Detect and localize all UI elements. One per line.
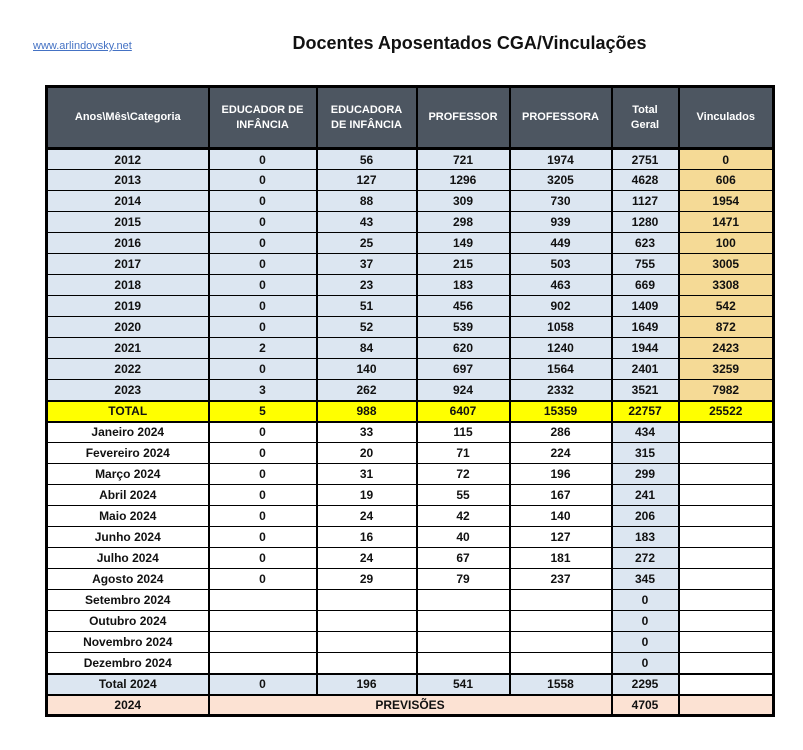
table-row-2018 bbox=[47, 275, 774, 296]
cell-professor: 55 bbox=[417, 485, 510, 506]
page-title: Docentes Aposentados CGA/Vinculações bbox=[292, 33, 647, 53]
cell-educadora: 29 bbox=[317, 569, 417, 590]
cell-professor bbox=[417, 590, 510, 611]
row-label: Janeiro 2024 bbox=[47, 422, 209, 443]
cell-educador: 0 bbox=[209, 296, 317, 317]
data-table bbox=[45, 85, 775, 717]
cell-educadora: 88 bbox=[317, 191, 417, 212]
table-row-dezembro-2024 bbox=[47, 653, 774, 674]
cell-educador: 3 bbox=[209, 380, 317, 401]
column-header-anos-m-s-categoria: Anos\Mês\Categoria bbox=[47, 87, 209, 149]
cell-educador: 0 bbox=[209, 464, 317, 485]
cell-educador: 0 bbox=[209, 275, 317, 296]
cell-educadora: 24 bbox=[317, 506, 417, 527]
cell-educadora: 37 bbox=[317, 254, 417, 275]
cell-educador bbox=[209, 611, 317, 632]
cell-educador: 0 bbox=[209, 170, 317, 191]
cell-professor: 115 bbox=[417, 422, 510, 443]
cell-professor: 541 bbox=[417, 674, 510, 695]
cell-professor: 79 bbox=[417, 569, 510, 590]
cell-professor: 697 bbox=[417, 359, 510, 380]
cell-professora: 939 bbox=[510, 212, 612, 233]
table-row-maio-2024 bbox=[47, 506, 774, 527]
row-label: Junho 2024 bbox=[47, 527, 209, 548]
cell-educadora: 988 bbox=[317, 401, 417, 422]
cell-educadora: 25 bbox=[317, 233, 417, 254]
cell-professor: 1296 bbox=[417, 170, 510, 191]
cell-professora: 286 bbox=[510, 422, 612, 443]
cell-educador: 0 bbox=[209, 212, 317, 233]
cell-vinculados: 100 bbox=[679, 233, 774, 254]
cell-professora: 140 bbox=[510, 506, 612, 527]
cell-educadora: 84 bbox=[317, 338, 417, 359]
cell-professora: 902 bbox=[510, 296, 612, 317]
cell-total-geral: 1280 bbox=[612, 212, 679, 233]
cell-vinculados bbox=[679, 527, 774, 548]
row-label: 2021 bbox=[47, 338, 209, 359]
cell-educadora bbox=[317, 653, 417, 674]
cell-educador bbox=[209, 590, 317, 611]
cell-total-geral: 272 bbox=[612, 548, 679, 569]
cell-professor: 620 bbox=[417, 338, 510, 359]
cell-total-geral: 623 bbox=[612, 233, 679, 254]
row-label: Fevereiro 2024 bbox=[47, 443, 209, 464]
cell-educadora: 262 bbox=[317, 380, 417, 401]
row-label: Setembro 2024 bbox=[47, 590, 209, 611]
cell-professora bbox=[510, 611, 612, 632]
table-row-2021 bbox=[47, 338, 774, 359]
cell-total-geral: 1409 bbox=[612, 296, 679, 317]
cell-professora: 1558 bbox=[510, 674, 612, 695]
cell-total-geral: 434 bbox=[612, 422, 679, 443]
table-row-2020 bbox=[47, 317, 774, 338]
cell-professor: 67 bbox=[417, 548, 510, 569]
cell-vinculados: 3005 bbox=[679, 254, 774, 275]
cell-educador: 0 bbox=[209, 527, 317, 548]
row-label: 2018 bbox=[47, 275, 209, 296]
row-label: 2024 bbox=[47, 695, 209, 716]
cell-vinculados: 0 bbox=[679, 149, 774, 170]
cell-vinculados bbox=[679, 485, 774, 506]
cell-total-geral: 1127 bbox=[612, 191, 679, 212]
cell-professora bbox=[510, 590, 612, 611]
row-label: Novembro 2024 bbox=[47, 632, 209, 653]
row-label: 2013 bbox=[47, 170, 209, 191]
row-label: 2015 bbox=[47, 212, 209, 233]
cell-educadora: 23 bbox=[317, 275, 417, 296]
cell-professora: 224 bbox=[510, 443, 612, 464]
cell-total-geral: 315 bbox=[612, 443, 679, 464]
cell-total-geral: 1944 bbox=[612, 338, 679, 359]
cell-educadora bbox=[317, 632, 417, 653]
cell-professora: 449 bbox=[510, 233, 612, 254]
cell-educador: 0 bbox=[209, 443, 317, 464]
column-header-professor: PROFESSOR bbox=[417, 87, 510, 149]
cell-total-geral: 2751 bbox=[612, 149, 679, 170]
cell-educador: 5 bbox=[209, 401, 317, 422]
cell-educadora: 24 bbox=[317, 548, 417, 569]
cell-educador: 0 bbox=[209, 254, 317, 275]
cell-professora: 196 bbox=[510, 464, 612, 485]
cell-professora: 503 bbox=[510, 254, 612, 275]
cell-professora: 181 bbox=[510, 548, 612, 569]
cell-vinculados bbox=[679, 695, 774, 716]
cell-educador: 0 bbox=[209, 674, 317, 695]
cell-vinculados: 3259 bbox=[679, 359, 774, 380]
row-label: Dezembro 2024 bbox=[47, 653, 209, 674]
table-row-2015 bbox=[47, 212, 774, 233]
cell-total-geral: 206 bbox=[612, 506, 679, 527]
cell-professor: 721 bbox=[417, 149, 510, 170]
table-header-row bbox=[47, 87, 774, 149]
cell-educadora: 51 bbox=[317, 296, 417, 317]
table-row-junho-2024 bbox=[47, 527, 774, 548]
cell-professor: 456 bbox=[417, 296, 510, 317]
cell-professora: 167 bbox=[510, 485, 612, 506]
cell-vinculados bbox=[679, 443, 774, 464]
cell-vinculados bbox=[679, 674, 774, 695]
cell-professora: 15359 bbox=[510, 401, 612, 422]
cell-educador: 0 bbox=[209, 191, 317, 212]
table-row-2022 bbox=[47, 359, 774, 380]
cell-professor bbox=[417, 632, 510, 653]
row-label: 2017 bbox=[47, 254, 209, 275]
cell-educador: 0 bbox=[209, 149, 317, 170]
cell-professor: 298 bbox=[417, 212, 510, 233]
row-label: TOTAL bbox=[47, 401, 209, 422]
cell-total-geral: 0 bbox=[612, 632, 679, 653]
cell-professor bbox=[417, 653, 510, 674]
table-row-fevereiro-2024 bbox=[47, 443, 774, 464]
cell-vinculados bbox=[679, 506, 774, 527]
cell-educador: 0 bbox=[209, 317, 317, 338]
cell-educador: 0 bbox=[209, 485, 317, 506]
table-row-2019 bbox=[47, 296, 774, 317]
cell-vinculados: 542 bbox=[679, 296, 774, 317]
row-label: 2014 bbox=[47, 191, 209, 212]
table-row-2016 bbox=[47, 233, 774, 254]
cell-educadora bbox=[317, 611, 417, 632]
cell-professora: 127 bbox=[510, 527, 612, 548]
cell-educador: 2 bbox=[209, 338, 317, 359]
cell-professor: 72 bbox=[417, 464, 510, 485]
table-row-2013 bbox=[47, 170, 774, 191]
row-label: Março 2024 bbox=[47, 464, 209, 485]
cell-educador bbox=[209, 653, 317, 674]
table-row-total-2024 bbox=[47, 674, 774, 695]
table-row-agosto-2024 bbox=[47, 569, 774, 590]
cell-vinculados: 3308 bbox=[679, 275, 774, 296]
cell-professor: 539 bbox=[417, 317, 510, 338]
cell-professor: 215 bbox=[417, 254, 510, 275]
table-row-2012 bbox=[47, 149, 774, 170]
cell-professor: 40 bbox=[417, 527, 510, 548]
cell-educadora: 56 bbox=[317, 149, 417, 170]
cell-educadora: 140 bbox=[317, 359, 417, 380]
cell-educador: 0 bbox=[209, 506, 317, 527]
website-link[interactable]: www.arlindovsky.net bbox=[33, 40, 132, 52]
cell-professora: 1564 bbox=[510, 359, 612, 380]
row-label: 2019 bbox=[47, 296, 209, 317]
cell-total-geral: 2295 bbox=[612, 674, 679, 695]
cell-professor: 42 bbox=[417, 506, 510, 527]
cell-total-geral: 2401 bbox=[612, 359, 679, 380]
cell-professora: 1058 bbox=[510, 317, 612, 338]
cell-vinculados: 7982 bbox=[679, 380, 774, 401]
row-label: 2016 bbox=[47, 233, 209, 254]
column-header-educador-de-inf-ncia: EDUCADOR DE INFÂNCIA bbox=[209, 87, 317, 149]
cell-professor bbox=[417, 611, 510, 632]
cell-total-geral: 299 bbox=[612, 464, 679, 485]
cell-vinculados bbox=[679, 548, 774, 569]
table-row-mar-o-2024 bbox=[47, 464, 774, 485]
table-row-2024 bbox=[47, 695, 774, 716]
cell-vinculados bbox=[679, 653, 774, 674]
cell-professora: 1974 bbox=[510, 149, 612, 170]
row-label: Maio 2024 bbox=[47, 506, 209, 527]
cell-professora: 237 bbox=[510, 569, 612, 590]
cell-educadora: 127 bbox=[317, 170, 417, 191]
cell-vinculados: 1954 bbox=[679, 191, 774, 212]
cell-educador: 0 bbox=[209, 359, 317, 380]
cell-educador: 0 bbox=[209, 233, 317, 254]
table-row-total bbox=[47, 401, 774, 422]
row-label: Agosto 2024 bbox=[47, 569, 209, 590]
cell-total-geral: 4628 bbox=[612, 170, 679, 191]
column-header-total-geral: Total Geral bbox=[612, 87, 679, 149]
cell-professora: 463 bbox=[510, 275, 612, 296]
column-header-vinculados: Vinculados bbox=[679, 87, 774, 149]
row-label: Total 2024 bbox=[47, 674, 209, 695]
row-label: 2023 bbox=[47, 380, 209, 401]
cell-total-geral: 1649 bbox=[612, 317, 679, 338]
cell-professora: 3205 bbox=[510, 170, 612, 191]
cell-total-geral: 183 bbox=[612, 527, 679, 548]
cell-professora: 1240 bbox=[510, 338, 612, 359]
cell-vinculados bbox=[679, 632, 774, 653]
cell-professora: 2332 bbox=[510, 380, 612, 401]
cell-educadora: 33 bbox=[317, 422, 417, 443]
cell-educadora: 31 bbox=[317, 464, 417, 485]
cell-professor: 71 bbox=[417, 443, 510, 464]
cell-educadora: 16 bbox=[317, 527, 417, 548]
cell-educador: 0 bbox=[209, 422, 317, 443]
cell-vinculados bbox=[679, 590, 774, 611]
table-row-abril-2024 bbox=[47, 485, 774, 506]
cell-total-geral: 22757 bbox=[612, 401, 679, 422]
cell-total-geral: 755 bbox=[612, 254, 679, 275]
cell-educadora: 20 bbox=[317, 443, 417, 464]
cell-professora bbox=[510, 632, 612, 653]
table-body bbox=[47, 149, 774, 716]
table-row-julho-2024 bbox=[47, 548, 774, 569]
table-row-novembro-2024 bbox=[47, 632, 774, 653]
cell-vinculados: 872 bbox=[679, 317, 774, 338]
table-row-janeiro-2024 bbox=[47, 422, 774, 443]
cell-vinculados bbox=[679, 569, 774, 590]
column-header-educadora-de-inf-ncia: EDUCADORA DE INFÂNCIA bbox=[317, 87, 417, 149]
cell-vinculados: 25522 bbox=[679, 401, 774, 422]
cell-total-geral: 241 bbox=[612, 485, 679, 506]
cell-educador: 0 bbox=[209, 548, 317, 569]
cell-professor: 6407 bbox=[417, 401, 510, 422]
cell-vinculados: 2423 bbox=[679, 338, 774, 359]
cell-educador: 0 bbox=[209, 569, 317, 590]
cell-educadora: 43 bbox=[317, 212, 417, 233]
cell-professor: 149 bbox=[417, 233, 510, 254]
cell-total-geral: 4705 bbox=[612, 695, 679, 716]
cell-professora: 730 bbox=[510, 191, 612, 212]
row-label: 2020 bbox=[47, 317, 209, 338]
cell-total-geral: 0 bbox=[612, 653, 679, 674]
cell-educadora bbox=[317, 590, 417, 611]
row-label: Outubro 2024 bbox=[47, 611, 209, 632]
column-header-professora: PROFESSORA bbox=[510, 87, 612, 149]
table-row-2014 bbox=[47, 191, 774, 212]
cell-professor: 924 bbox=[417, 380, 510, 401]
table-header bbox=[47, 87, 774, 149]
cell-educadora: 19 bbox=[317, 485, 417, 506]
cell-vinculados: 1471 bbox=[679, 212, 774, 233]
cell-vinculados bbox=[679, 422, 774, 443]
cell-total-geral: 0 bbox=[612, 590, 679, 611]
table-row-2017 bbox=[47, 254, 774, 275]
cell-total-geral: 669 bbox=[612, 275, 679, 296]
table-row-outubro-2024 bbox=[47, 611, 774, 632]
table-row-2023 bbox=[47, 380, 774, 401]
cell-total-geral: 0 bbox=[612, 611, 679, 632]
cell-vinculados: 606 bbox=[679, 170, 774, 191]
row-label: 2012 bbox=[47, 149, 209, 170]
cell-professor: 183 bbox=[417, 275, 510, 296]
cell-total-geral: 345 bbox=[612, 569, 679, 590]
cell-total-geral: 3521 bbox=[612, 380, 679, 401]
cell-educadora: 52 bbox=[317, 317, 417, 338]
cell-professor: 309 bbox=[417, 191, 510, 212]
cell-professora bbox=[510, 653, 612, 674]
row-label: Julho 2024 bbox=[47, 548, 209, 569]
row-label: 2022 bbox=[47, 359, 209, 380]
table-row-setembro-2024 bbox=[47, 590, 774, 611]
forecast-merged-cell: PREVISÕES bbox=[209, 695, 612, 716]
cell-educadora: 196 bbox=[317, 674, 417, 695]
cell-vinculados bbox=[679, 464, 774, 485]
cell-educador bbox=[209, 632, 317, 653]
row-label: Abril 2024 bbox=[47, 485, 209, 506]
cell-vinculados bbox=[679, 611, 774, 632]
